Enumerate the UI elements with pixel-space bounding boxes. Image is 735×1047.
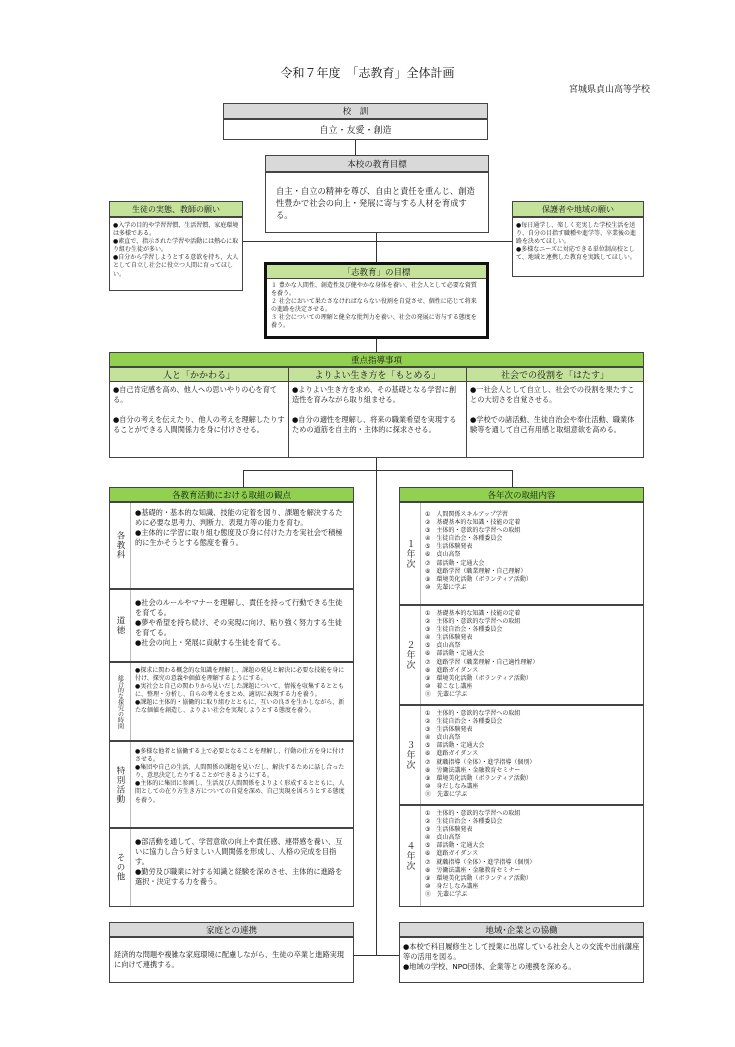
grade-item: ① 基礎基本的な知識・技能の定着 <box>425 610 521 617</box>
grade-item: ⑩ 先輩に学ぶ <box>425 583 467 591</box>
activity-item: ●課題に主体的・協働的に取り組むとともに、互いの良さを生かしながら、新たな価値を創造し、よりよい社会を実現しようとする態度を養う。 <box>135 699 345 715</box>
community-heading: 地域･企業との協働 <box>399 922 644 937</box>
grade-label: １年次 <box>404 538 415 569</box>
activity-item: ●主体的に学習に取り組む態度及び身に付けた力を実社会で積極的に生かそうとする態度を養う。 <box>135 528 343 548</box>
priority-item: ●一社会人として自立し、社会での役割を果たすことの大切さを自覚させる。 <box>470 385 635 405</box>
priority-grid <box>109 367 644 458</box>
activity-row <box>109 662 354 741</box>
grade-item: ⑨ 環境美化活動（ボランティア活動） <box>425 674 532 682</box>
priority-item: ●よりよい生き方を求め、その基礎となる学習に創造性を育みながら取り組ませる。 <box>292 385 457 405</box>
priority-item: ●学校での諸活動、生徒自治会や奉仕活動、職業体験等を通して自己有用感と取組意欲を高める。 <box>470 415 635 435</box>
activity-label: 各教科 <box>115 531 125 560</box>
grade-item: ⑦ 就職指導（全体）・進学指導（個別） <box>425 758 536 766</box>
parents-body <box>512 217 644 277</box>
grade-label: ３年次 <box>404 740 415 770</box>
priority-col-heading: よりよい生き方を「もとめる」 <box>289 368 467 382</box>
grade-item: ① 主体的・意欲的な学習への取組 <box>425 810 521 817</box>
grade-item: ⑩ 身だしなみ講座 <box>425 782 479 790</box>
grade-item: ⑦ 部活動・定通大会 <box>425 559 485 567</box>
grade-item: ① 主体的・意欲的な学習への取組 <box>425 710 521 717</box>
grade-label: ４年次 <box>404 841 415 871</box>
kokoro-box <box>264 262 489 339</box>
grade-item: ⑤ 貞山高祭 <box>425 642 461 650</box>
activities-heading: 各教育活動における取組の観点 <box>109 487 354 502</box>
priority-heading: 重点指導事項 <box>109 352 644 367</box>
priority-item: ●自分の考えを伝えたり、他人の考えを理解したりすることができる人間関係力を身に付けさせる。 <box>113 415 285 435</box>
grade-item: ④ 生徒自治会・各種委員会 <box>425 535 503 543</box>
grade-row <box>399 502 644 605</box>
grade-item: ④ 貞山高祭 <box>425 834 461 842</box>
activity-item: ●集団や自己の生活、人間関係の課題を見いだし、解決するために話し合ったり、意思決定したりすることができるようにする。 <box>135 764 345 780</box>
kokoro-item: １ 豊かな人間性、創造性及び健やかな身体を養い、社会人として必要な資質を養う。 <box>271 282 477 298</box>
activity-label: 特別活動 <box>115 765 125 804</box>
grade-item: ⑤ 部活動・定通大会 <box>425 842 485 850</box>
priority-col-body <box>289 382 467 457</box>
motto-value: 自立・友愛・創造 <box>223 119 488 140</box>
students-item: ●入学の目的や学習習慣、生活習慣、家庭環境は多様である。 <box>113 222 239 238</box>
grade-item: ③ 生徒自治会・各種委員会 <box>425 626 503 634</box>
family-body: 経済的な問題や複雑な家庭環境に配慮しながら、生徒の卒業と進路実現に向けて連携する。 <box>109 937 354 983</box>
edu-goal-heading: 本校の教育目標 <box>265 155 489 172</box>
grade-item: ④ 生活体験発表 <box>425 634 473 642</box>
grades-heading: 各年次の取組内容 <box>399 487 644 502</box>
kokoro-heading: 「志教育」の目標 <box>267 265 486 279</box>
grade-item: ③ 生活体験発表 <box>425 826 473 834</box>
kokoro-item: ２ 社会において果たさなければならない役割を自覚させ、個性に応じて将来の進路を決定させる。 <box>271 298 477 314</box>
activity-label: 道徳 <box>115 616 125 635</box>
grade-item: ③ 生活体験発表 <box>425 726 473 734</box>
activity-item: ●実社会と自己の関わりから見いだした課題について、情報を収集するとともに、整理・分析し、自らの考えをまとめ、適切に表現する力を養う。 <box>135 683 344 699</box>
activity-item: ●主体的に集団に参画し、生活及び人間関係をよりよく形成するとともに、人間としての在り方生き方についての自覚を深め、自己実現を図ろうとする態度を養う。 <box>135 780 345 804</box>
students-heading: 生徒の実態、教師の願い <box>109 201 243 217</box>
grade-item: ③ 主体的・意欲的な学習への取組 <box>425 527 521 535</box>
grade-item: ⑧ 進路学習（職業理解・自己理解） <box>425 567 527 575</box>
grade-item: ⑤ 部活動・定通大会 <box>425 742 485 750</box>
community-item: ●地域の学校、NPO団体、企業等との連携を深める。 <box>403 962 576 972</box>
grade-item: ⑪ 先輩に学ぶ <box>425 790 468 798</box>
priority-col-heading: 社会での役割を「はたす」 <box>467 368 643 382</box>
activity-row <box>109 502 354 589</box>
activity-row <box>109 589 354 662</box>
grade-item: ② 生徒自治会・各種委員会 <box>425 718 503 726</box>
community-body <box>399 937 644 983</box>
grade-item: ⑦ 進路学習（職業理解・自己適性理解） <box>425 658 539 666</box>
priority-col-body <box>110 382 289 457</box>
priority-col-body <box>467 382 643 457</box>
grade-item: ⑪ 先輩に学ぶ <box>425 690 468 698</box>
grade-item: ⑤ 生活体験発表 <box>425 543 473 551</box>
activity-item: ●勤労及び職業に対する知識と経験を深めさせ、主体的に進路を選択・決定する力を養う。 <box>135 867 343 887</box>
grade-item: ② 主体的・意欲的な学習への取組 <box>425 618 521 626</box>
grade-row <box>399 805 644 907</box>
grade-row <box>399 705 644 805</box>
grade-item: ⑨ 環境美化活動（ボランティア活動） <box>425 774 532 782</box>
school-name: 宮城県貞山高等学校 <box>568 85 650 95</box>
page-title: 令和７年度 「志教育」全体計画 <box>280 66 455 80</box>
grade-item: ⑧ 労働法講座・金融教育セミナー <box>425 766 521 774</box>
motto-heading: 校 訓 <box>223 103 488 119</box>
kokoro-item: ３ 社会についての理解と健全な批判力を養い、社会の発展に寄与する態度を養う。 <box>271 314 477 330</box>
grade-item: ⑥ 進路ガイダンス <box>425 850 479 858</box>
grade-item: ⑩ 身だしなみ講座 <box>425 882 479 890</box>
students-item: ●自分から学習しようとする意欲を持ち、大人として自立し社会に役立つ人間に育ってほしい。 <box>113 254 239 278</box>
parents-heading: 保護者や地域の願い <box>512 201 644 217</box>
priority-item: ●自己肯定感を高め、他人への思いやりの心を育てる。 <box>113 385 278 405</box>
grade-item: ⑥ 貞山高祭 <box>425 551 461 559</box>
grade-item: ① 人間関係スキルアップ学習 <box>425 511 508 518</box>
parents-item: ●毎日通学し、楽しく充実した学校生活を送り、自分の目指す職種や進学等、卒業後の進路を決めてほしい。 <box>516 222 637 246</box>
grade-item: ⑦ 就職指導（全体）・進学指導（個別） <box>425 858 536 866</box>
priority-col-heading: 人と「かかわる」 <box>110 368 289 382</box>
priority-item: ●自分の適性を理解し、将来の職業希望を実現するための道筋を自主的・主体的に探求させる。 <box>292 415 457 435</box>
activity-item: ●夢や希望を持ち続け、その実現に向け、粘り強く努力する生徒を育てる。 <box>135 618 342 638</box>
activity-row <box>109 741 354 828</box>
activity-item: ●基礎的・基本的な知識、技能の定着を図り、課題を解決するために必要な思考力、判断力、表現力等の能力を育む。 <box>135 508 343 528</box>
activity-label: 総合的な探究の時間 <box>116 674 124 729</box>
grade-item: ④ 貞山高祭 <box>425 734 461 742</box>
parents-item: ●多様なニーズに対応できる単位制高校として、地域と連携した教育を実践してほしい。 <box>516 246 636 262</box>
grade-item: ⑪ 先輩に学ぶ <box>425 890 468 898</box>
activity-item: ●多様な他者と協働する上で必要となることを理解し、行動の仕方を身に付けさせる。 <box>135 748 345 764</box>
community-item: ●本校で科目履修生として授業に出席している社会人との交流や出前講座等の活用を図る。 <box>403 942 640 962</box>
grade-item: ⑨ 環境美化活動（ボランティア活動） <box>425 874 532 882</box>
grade-item: ② 基礎基本的な知識・技能の定着 <box>425 519 521 527</box>
grade-item: ⑧ 進路ガイダンス <box>425 666 479 674</box>
grade-label: ２年次 <box>404 640 415 670</box>
kokoro-body <box>267 279 486 334</box>
grade-row <box>399 605 644 705</box>
activity-item: ●部活動を通して、学習意欲の向上や責任感、連帯感を養い、互いに協力し合う好ましい人間関係を形成し、人格の完成を目指す。 <box>135 837 343 867</box>
grade-item: ⑩ 着こなし講座 <box>425 682 473 690</box>
grade-item: ⑧ 労働法講座・金融教育セミナー <box>425 866 521 874</box>
activity-item: ●社会のルールやマナーを理解し、責任を持って行動できる生徒を育てる。 <box>135 598 343 618</box>
edu-goal-text: 自主・自立の精神を尊び、自由と責任を重んじ、創造性豊かで社会の向上・発展に寄与する人材を育成する。 <box>265 172 489 233</box>
grade-item: ⑥ 進路ガイダンス <box>425 750 479 758</box>
grade-item: ⑨ 環境美化活動（ボランティア活動） <box>425 575 532 583</box>
students-body <box>109 217 243 291</box>
activity-item: ●社会の向上・発展に貢献する生徒を育てる。 <box>135 638 286 648</box>
students-item: ●素直で、指示された学習や活動には熱心に取り組む生徒が多い。 <box>113 238 239 254</box>
activity-row <box>109 828 354 907</box>
family-heading: 家庭との連携 <box>109 922 354 937</box>
activity-label: その他 <box>115 853 125 882</box>
grade-item: ② 生徒自治会・各種委員会 <box>425 818 503 826</box>
activity-item: ●探求に関わる概念的な知識を理解し、課題の発見と解決に必要な技能を身に付け、探究の意義や価値を理解するようにする。 <box>135 667 345 683</box>
grade-item: ⑥ 部活動・定通大会 <box>425 650 485 658</box>
